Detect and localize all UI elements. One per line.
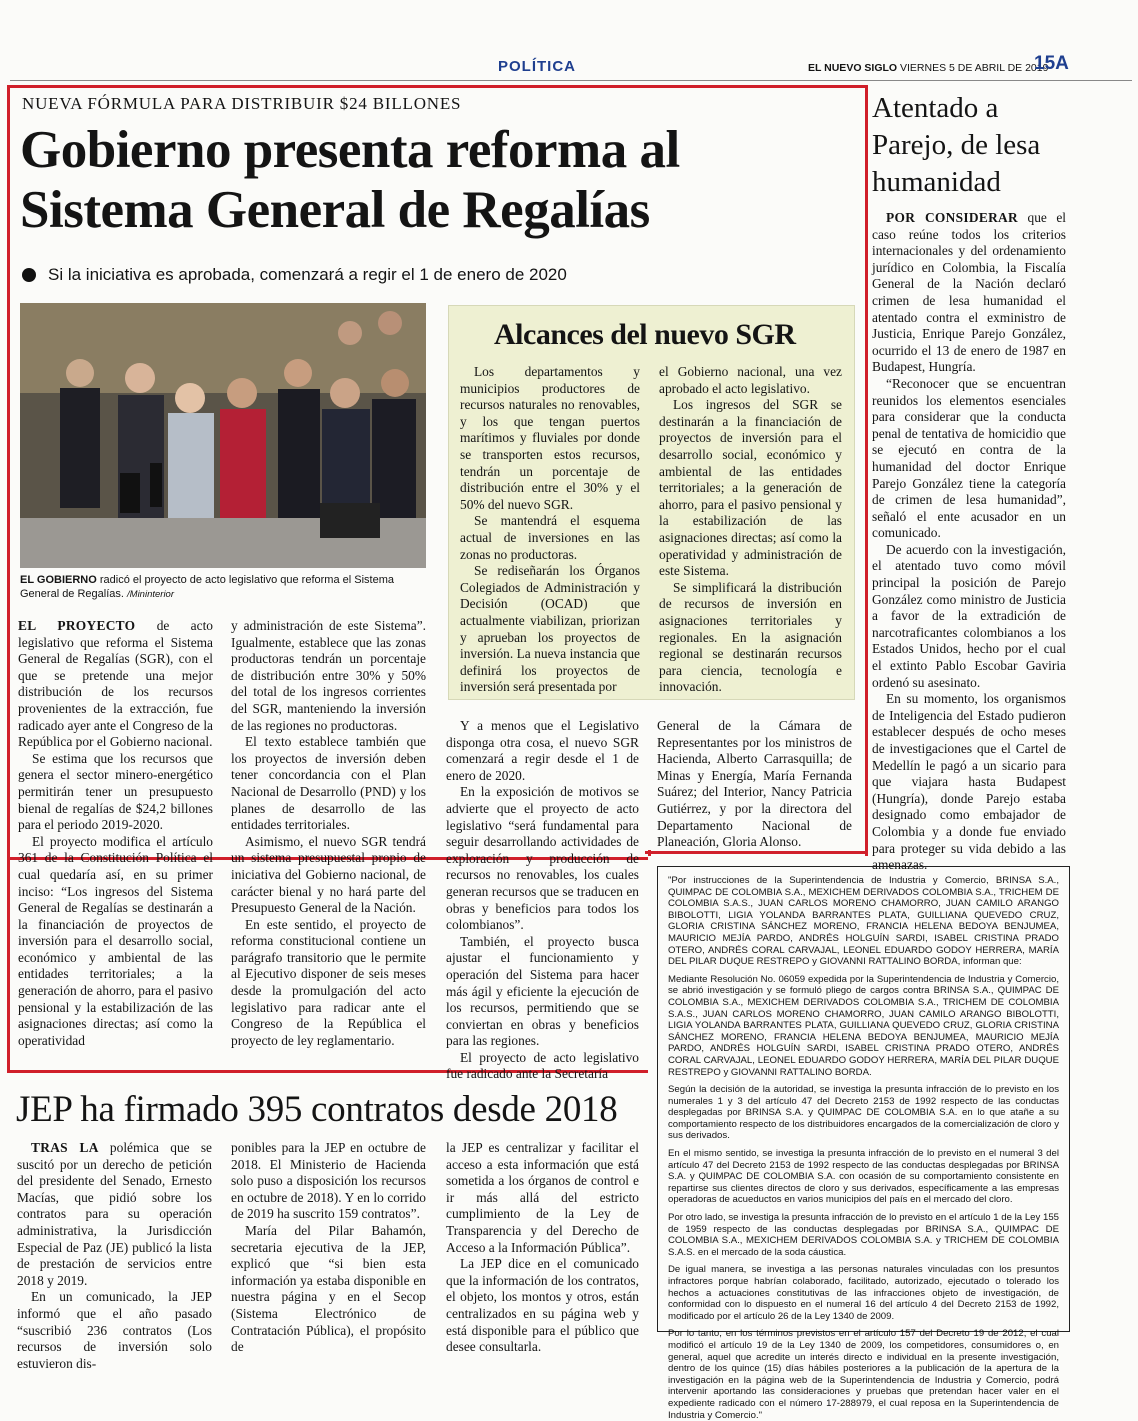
main-lead: EL PROYECTO (18, 618, 136, 633)
photo-caption (20, 573, 426, 602)
sgr-paragraph: Se simplificará la distribución de recursos de inversión en asignaciones territoriales y regionales. En la asignación regional se destinarán recursos para ciencia, tecnología e innovación. (659, 579, 842, 695)
masthead (808, 62, 1048, 74)
sgr-box (448, 305, 855, 700)
sgr-paragraph: Se mantendrá el esquema actual de inversiones en las zonas no productoras. (460, 513, 640, 562)
news-photo (20, 303, 426, 568)
sgr-box-col2 (659, 364, 842, 696)
jep-paragraph: la JEP es centralizar y facilitar el acceso a esta información que está sometida a los órganos de control e ir más allá del estricto cumplimiento de la Ley de Transparencia y del Derecho de Acceso a la Información Pública”. (446, 1140, 639, 1255)
notice-paragraph: Por lo tanto, en los términos previstos en el artículo 157 del Decreto 19 de 2012, el cual modificó el artículo 19 de la Ley 1340 de 2009, los competidores, consumidores o, en general, aquel que acredite un interés directo e individual en la presente investigación, dentro de los quince (15) días hábiles posteriores a la publicación de la apertura de la investigación en la página web de la Superintendencia de Industria y Comercio, podrá intervenir aportando las consideraciones y pruebas que pretendan hacer valer en el expediente radicado con el número 17-288979, el cual reposa en la Superintendencia de Industria y Comercio." (668, 1328, 1059, 1421)
deck-text: Si la iniciativa es aprobada, comenzará a regir el 1 de enero de 2020 (48, 265, 567, 284)
jep-paragraph: ponibles para la JEP en octubre de 2018. El Ministerio de Hacienda solo puso a disposición los recursos en octubre de 2018). Y en lo corrido de 2019 ha suscrito 159 contratos”. (231, 1140, 426, 1222)
jep-paragraph: En un comunicado, la JEP informó que el año pasado “suscribió 236 contratos (Los recursos de inversión solo estuvieron dis- (17, 1289, 212, 1371)
main-paragraph: El proyecto de acto legislativo fue radicado ante la Secretaría (446, 1049, 639, 1082)
main-headline-line2: Sistema General de Regalías (20, 181, 650, 239)
main-story-col4 (657, 718, 852, 851)
jep-lead-text: polémica que se suscitó por un derecho de petición del presidente del Senado, Ernesto Macías, que pidió sobre los contratos para su operación administrativa, la Jurisdicción Especial de Paz (JE) publicó la lista de prestación de servicios entre 2018 y 2019. (17, 1140, 212, 1288)
paper-name: EL NUEVO SIGLO (808, 62, 898, 74)
side-story-body (872, 210, 1066, 874)
jep-paragraph: La JEP dice en el comunicado que la información de los contratos, el objeto, los montos y otros, están centralizados en su página web y está disponible para el público que desee consultarla. (446, 1256, 639, 1355)
page-number: 15A (1034, 53, 1069, 74)
side-paragraph (872, 210, 1066, 376)
notice-paragraph: En el mismo sentido, se investiga la presunta infracción de lo previsto en el numeral 3 del artículo 47 del Decreto 2153 de 1992 respecto de las conductas desplegadas por BRINSA S.A. y QUIMPAC DE COLOMBIA S.A. con ocasión de su comportamiento consistente en repartirse sus clientes directos de cloro y sus derivados, específicamente a las empresas operadoras de acueductos en varios municipios del país en el mercado del cloro. (668, 1148, 1059, 1206)
jep-col2 (231, 1140, 426, 1356)
photo-caption-text: radicó el proyecto de acto legislativo que reforma el Sistema General de Regalías. (20, 574, 394, 600)
issue-date: VIERNES 5 DE ABRIL DE 2019 (900, 62, 1049, 74)
side-paragraph: De acuerdo con la investigación, el atentado tuvo como móvil principal la posición de Parejo González como ministro de Justicia a favor de la extradición de narcotraficantes colombianos a los Estados Unidos, hecho por el cual el extinto Pablo Escobar Gaviria ordenó su asesinato. (872, 541, 1066, 690)
sgr-paragraph: Se redisеñarán los Órganos Colegiados de Administración y Decisión (OCAD) que actualmente viabilizan, priorizan y aprueban los proyectos de inversión. La nueva instancia que definirá los proyectos de inversión será presentada por (460, 563, 640, 695)
jep-paragraph (17, 1140, 212, 1289)
main-story-col1 (18, 618, 213, 1049)
side-paragraph: En su momento, los organismos de Inteligencia del Estado pudieron establecer después de ocho meses de investigaciones que el Cartel de Medellín le pagó a un sicario para que viajara hasta Budapest (Hungría), donde Parejo estaba designado como embajador de Colombia y a donde fue enviado para proteger su vida debido a las amenazas. (872, 691, 1066, 873)
jep-lead: TRAS LA (31, 1140, 99, 1155)
main-lead-text: de acto legislativo que reforma el Sistema General de Regalías (SGR), con el que se pretende una mejor distribución de los recursos provenientes de la extracción, fue radicado ayer ante el Congreso de la República por el Gobierno nacional. (18, 618, 213, 750)
notice-paragraph: Según la decisión de la autoridad, se investiga la presunta infracción de lo previsto en los numerales 1 y 3 del artículo 47 del Decreto 2153 de 1992 respecto de las conductas desplegadas por BRINSA S.A. y QUIMPAC DE COLOMBIA S.A. en lo que atañe a su comportamiento respecto de los distribuidores encargados de la comercialización de cloro y sus derivados. (668, 1084, 1059, 1142)
main-paragraph: En este sentido, el proyecto de reforma constitucional contiene un parágrafo transitorio que le permite al Ejecutivo disponer de seis meses desde la promulgación del acto legislativo para radicar ante el Congreso de la República el proyecto de ley reglamentario. (231, 916, 426, 1048)
notice-paragraph: Por otro lado, se investiga la presunta infracción de lo previsto en el artículo 1 de la Ley 155 de 1959 respecto de las conductas desplegadas por BRINSA S.A., QUIMPAC DE COLOMBIA S.A., MEXICHEM DERIVADOS COLOMBIA S.A. y TRICHEM DE COLOMBIA S.A.S. en el mercado de la soda cáustica. (668, 1212, 1059, 1258)
main-paragraph: Y a menos que el Legislativo disponga otra cosa, el nuevo SGR comenzará a regir desde el 1 de enero de 2020. (446, 718, 639, 783)
main-story-col3 (446, 718, 639, 1083)
notice-paragraph: Mediante Resolución No. 06059 expedida por la Superintendencia de Industria y Comercio, se abrió investigación y se formuló pliego de cargos contra BRINSA S.A., QUIMPAC DE COLOMBIA S.A., MEXICHEM DERIVADOS COLOMBIA S.A., TRICHEM DE COLOMBIA S.A.S., JUAN CARLOS MORENO CHAMORRO, JUAN CAMILO ARANGO BIBOLOTTI, LIGIA YOLANDA BARRANTES PLATA, GUILLIANA QUEVEDO CRUZ, GLORIA CRISTINA SÁNCHEZ MORENO, FRANCIA HELENA BEDOYA BENJUMEA, MAURICIO MEJÍA PARDO, ANDRÉS HOLGUÍN SARDI, ISABEL CRISTINA PRADO OTERO, ANDRÉS CORAL CARVAJAL, LEONEL EDUARDO GODOY HERRERA, MARÍA DEL PILAR DUQUE RESTREPO y GIOVANNI RATTALINO BORDA. (668, 973, 1059, 1078)
side-paragraph: “Reconocer que se encuentran reunidos los elementos esenciales para considerar que la conducta penal de tentativa de homicidio que se ejecutó en contra de la humanidad del doctor Enrique Parejo González tiene la categoría de crimen de lesa humanidad”, señaló el ente acusador en un comunicado. (872, 375, 1066, 541)
main-paragraph: General de la Cámara de Representantes por los ministros de Hacienda, Alberto Carrasquilla; de Minas y Energía, María Fernanda Suárez; del Interior, Nancy Patricia Gutiérrez, y por la directora del Departamento Nacional de Planeación, Gloria Alonso. (657, 718, 852, 850)
main-paragraph: El proyecto modifica el artículo 361 de la Constitución Política el cual quedaría así, en su primer inciso: “Los ingresos del Sistema General de Regalías se destinarán a la financiación de proyectos de inversión para el desarrollo social, económico y ambiental de las entidades territoriales; a la generación de ahorro, para el pasivo pensional y la estabilización de las asignaciones directas; así como la operatividad (18, 833, 213, 1048)
main-paragraph: Se estima que los recursos que genera el sector minero-energético permitirán tener un presupuesto bienal de regalías de $24,2 billones para el periodo 2019-2020. (18, 750, 213, 833)
jep-col3 (446, 1140, 639, 1356)
sgr-paragraph: Los ingresos del SGR se destinarán a la financiación de proyectos de inversión para el desarrollo social, económico y ambiental de las entidades territoriales; a la generación de ahorro, para el pasivo pensional y la estabilización de las asignaciones directas; así como la operatividad y administración de este Sistema. (659, 397, 842, 579)
main-paragraph (18, 618, 213, 751)
legal-notice (657, 866, 1070, 1421)
frame-step (645, 851, 865, 854)
photo-caption-lead: EL GOBIERNO (20, 574, 97, 586)
photo-credit: /Mininterior (127, 589, 175, 600)
sgr-box-col1 (460, 364, 640, 696)
side-lead-text: que el caso reúne todos los criterios internacionales y del ordenamiento jurídico en Colombia, la Fiscalía General de la Nación declaró crimen de lesa humanidad el atentado contra el exministro de Justicia, Enrique Parejo González, ocurrido el 13 de enero de 1987 en Budapest, Hungría. (872, 210, 1066, 375)
main-headline (20, 120, 680, 240)
main-paragraph: En la exposición de motivos se advierte que el proyecto de acto legislativo “será fundamental para seguir desarrollando actividades de exploración y producción de recursos no renovables, los cuales generan recursos que se traducen en obras y beneficios para todos los colombianos”. (446, 784, 639, 933)
main-paragraph: El texto establece también que los proyectos de inversión deben tener concordancia con el Plan Nacional de Desarrollo (PND) y los planes de desarrollo de las entidades territoriales. (231, 734, 426, 833)
side-headline: Atentado a Parejo, de lesa humanidad (872, 92, 1041, 198)
jep-headline: JEP ha firmado 395 contratos desde 2018 (16, 1089, 618, 1130)
main-headline-line1: Gobierno presenta reforma al (20, 121, 680, 179)
main-paragraph: Asimismo, el nuevo SGR tendrá un sistema presupuestal propio de iniciativa del Gobierno nacional, de carácter bienal y no hará parte del Presupuesto General de la Nación. (231, 833, 426, 916)
main-paragraph: También, el proyecto busca ajustar el funcionamiento y operación del Sistema para hacer más ágil y eficiente la ejecución de los recursos, permitiendo que se conviertan en obras y beneficios para las regiones. (446, 933, 639, 1049)
deck (22, 265, 567, 285)
sgr-box-title: Alcances del nuevo SGR (494, 318, 796, 351)
section-label: POLÍTICA (498, 58, 576, 75)
sgr-paragraph: el Gobierno nacional, una vez aprobado el acto legislativo. (659, 364, 842, 396)
main-paragraph: y administración de este Sistema”. Igualmente, establece que las zonas productoras tendrán un porcentaje de distribución entre 30% y 50% del total de los ingresos corrientes del SGR, manteniendo la inversión de las regiones no productoras. (231, 618, 426, 733)
side-lead: POR CONSIDERAR (886, 210, 1018, 225)
kicker: NUEVA FÓRMULA PARA DISTRIBUIR $24 BILLONES (22, 94, 462, 113)
jep-col1 (17, 1140, 212, 1372)
main-story-col2 (231, 618, 426, 1049)
sgr-paragraph: Los departamentos y municipios productores de recursos naturales no renovables, y los que tengan puertos marítimos y fluviales por donde se transporten estos recursos, tendrán un porcentaje de distribución entre el 30% y el 50% del nuevo SGR. (460, 364, 640, 512)
jep-paragraph: María del Pilar Bahamón, secretaria ejecutiva de la JEP, explicó que “si bien esta información ya estaba disponible en nuestra página y en el Secop (Sistema Electrónico de Contratación Pública), el propósito de (231, 1222, 426, 1355)
notice-paragraph: De igual manera, se investiga a las personas naturales vinculadas con los presuntos infractores porque habrían colaborado, facilitado, autorizado, ejecutado o tolerado los hechos a actuaciones constitutivas de las infracciones objeto de investigación, de conformidad con lo dispuesto en el numeral 16 del artículo 4 del Decreto 2153 de 1992, modificado por el artículo 26 de la Ley 1340 de 2009. (668, 1264, 1059, 1322)
header-rule (10, 80, 1132, 81)
bullet-icon (22, 268, 36, 282)
news-photo-image (20, 303, 426, 568)
notice-paragraph: "Por instrucciones de la Superintendencia de Industria y Comercio, BRINSA S.A., QUIMPAC DE COLOMBIA S.A., MEXICHEM DERIVADOS COLOMBIA S.A., TRICHEM DE COLOMBIA S.A.S., JUAN CARLOS MORENO CHAMORRO, JUAN CAMILO ARANGO BIBOLOTTI, LIGIA YOLANDA BARRANTES PLATA, GUILLIANA QUEVEDO CRUZ, GLORIA CRISTINA SÁNCHEZ MORENO, FRANCIA HELENA BEDOYA BENJUMEA, MAURICIO MEJÍA PARDO, ANDRÉS HOLGUÍN SARDI, ISABEL CRISTINA PRADO OTERO, ANDRÉS CORAL CARVAJAL, LEONEL EDUARDO GODOY HERRERA, MARÍA DEL PILAR DUQUE RESTREPO y GIOVANNI RATTALINO BORDA, informan que: (668, 875, 1059, 968)
